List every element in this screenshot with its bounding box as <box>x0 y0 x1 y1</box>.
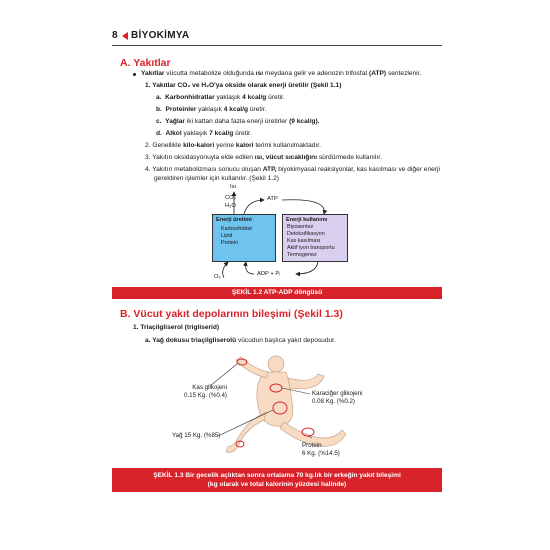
protein-label: Protein 6 Kg. (%14.5) <box>302 442 340 457</box>
page-header <box>112 28 442 46</box>
figure-1-3-caption <box>112 468 442 492</box>
use-item: Biyosentez <box>287 224 314 230</box>
adp-label: ADP + Pᵢ <box>257 271 281 277</box>
section-b-sub-a: a. Yağ dokusu triaçilgliserolü vücudun başlıca yakıt deposudur. <box>145 337 336 344</box>
leader-line <box>210 364 237 386</box>
running-title: BİYOKİMYA <box>131 30 190 41</box>
muscle-glycogen-label: Kas glikojeni 0.15 Kg. (%0.4) <box>184 384 227 399</box>
use-item: Detoksifikasyon <box>287 231 325 237</box>
h2o-label: H₂O <box>225 203 236 209</box>
section-a-title: A. Yakıtlar <box>120 57 171 69</box>
bullet-icon <box>133 73 136 76</box>
adp-arrow <box>296 262 318 274</box>
energy-production-box <box>212 214 276 262</box>
head-shape <box>268 356 284 372</box>
header-arrow-icon <box>122 32 128 40</box>
atp-arrow <box>244 200 264 214</box>
use-item: Aktif iyon transportu <box>287 245 335 251</box>
energy-use-box <box>282 214 348 262</box>
item-4-line-2: gerektiren işlemler için kullanılır. (Şekil 1.2) <box>154 175 279 182</box>
heat-label: Isı <box>230 184 237 190</box>
item-3: 3. Yakıtın oksidasyonuyla elde edilen ısı, vücut sıcaklığını sürdürmede kullanılır. <box>145 154 382 161</box>
energy-item: Lipid <box>221 233 233 239</box>
adp-return-arrow <box>246 262 254 274</box>
item-4: 4. Yakıtın metabolizması sonucu oluşan ATP, biyokimyasal reaksiyonlar, kas kasılması ve diğer enerji <box>145 166 440 173</box>
arm-left-shape <box>236 357 268 378</box>
fat-label: Yağ 15 Kg. (%85) <box>172 432 221 439</box>
page-number: 8 <box>112 30 118 41</box>
energy-production-title: Enerji üretimi <box>216 217 252 223</box>
energy-use-title: Enerji kullanımı <box>286 217 328 223</box>
atp-use-arrow <box>282 200 324 214</box>
sub-item-a: a. Karbonhidratlar yaklaşık 4 kcal/g üretir. <box>156 94 285 101</box>
energy-item: Karbonhidrat <box>221 226 252 232</box>
body-fuel-figure <box>142 354 426 464</box>
figure-1-2-caption: ŞEKİL 1.2 ATP-ADP döngüsü <box>112 287 442 299</box>
item-2: 2. Genellikle kilo-kalori yerine kalori terimi kullanılmaktadır. <box>145 142 321 149</box>
item-1: 1. Yakıtlar CO₂ ve H₂O'ya okside olarak enerji üretilir (Şekil 1.1) <box>145 82 342 89</box>
body-illustration <box>142 354 426 464</box>
figure-1-3-caption-line-1: ŞEKİL 1.3 Bir gecelik açlıktan sonra ortalama 70 kg.lık bir erkeğin yakıt bileşimi <box>153 472 401 479</box>
sub-item-b: b. Proteinler yaklaşık 4 kcal/g üretir. <box>156 106 267 113</box>
section-b-title: B. Vücut yakıt depolarının bileşimi (Şekil 1.3) <box>120 308 343 320</box>
leg-left-shape <box>226 412 266 452</box>
energy-item: Protein <box>221 240 239 246</box>
co2-label: CO₂ <box>225 195 236 201</box>
atp-adp-diagram <box>200 186 350 286</box>
intro-paragraph: Yakıtlar vücutta metabolize olduğunda ısı meydana gelir ve adenozin trifosfat (ATP) sentezlenir. <box>141 70 422 77</box>
section-b-item-1: 1. Triaçilgliserol (trigliserid) <box>133 324 220 331</box>
oxygen-arrow <box>223 262 228 278</box>
arm-right-shape <box>288 374 324 389</box>
use-item: Termogenez <box>287 252 317 258</box>
o2-label: O₂ <box>214 274 221 280</box>
liver-glycogen-label: Karaciğer glikojeni 0.08 Kg. (%0.2) <box>312 390 363 405</box>
sub-item-c: c. Yağlar iki kattan daha fazla enerji üretirler (9 kcal/g). <box>156 118 320 125</box>
sub-item-d: d. Alkol yaklaşık 7 kcal/g üretir. <box>156 130 252 137</box>
use-item: Kas kasılması <box>287 238 321 244</box>
figure-1-3-caption-line-2: (kg olarak ve total kalorinin yüzdesi halinde) <box>207 481 347 488</box>
atp-label: ATP <box>267 196 278 202</box>
